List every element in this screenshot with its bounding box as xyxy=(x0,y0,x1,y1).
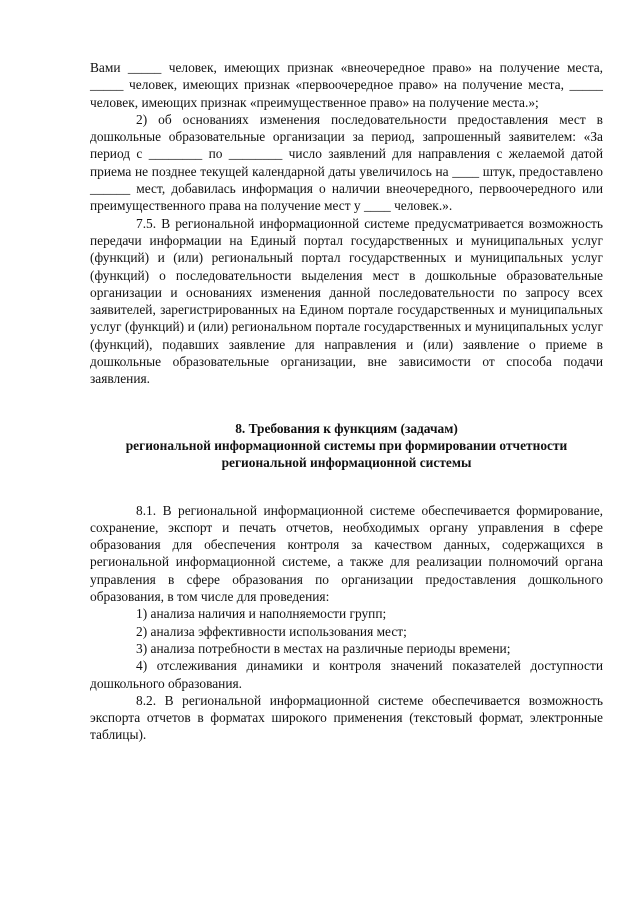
list-item: 2) анализа эффективности использования мест; xyxy=(136,623,407,639)
document-page xyxy=(90,59,603,744)
section-8-heading xyxy=(90,420,603,472)
paragraph-8-2: 8.2. В региональной информационной системе обеспечивается возможность экспорта отчетов в форматах широкого применения (текстовый формат, электронные таблицы). xyxy=(90,692,603,743)
paragraph-8-1: 8.1. В региональной информационной системе обеспечивается формирование, сохранение, экспорт и печать отчетов, необходимых органу управления в сфере образования для обеспечения контроля за качеством данных, содержащихся в региональной информационной системе, а также для реализации полномочий органа управления в сфере образования по организации предоставления дошкольного образования, в том числе для проведения: xyxy=(90,502,603,605)
list-item: 4) отслеживания динамики и контроля значений показателей доступности дошкольного образования. xyxy=(90,658,603,691)
paragraph-7-5: 7.5. В региональной информационной системе предусматривается возможность передачи информации на Единый портал государственных и муниципальных услуг (функций) и (или) региональный портал государственных и муниципальных услуг (функций) о последовательности выделения мест в дошкольные образовательные организации и основаниях изменения данной последовательности по запросу всех заявителей, зарегистрированных на Едином портале государственных и муниципальных услуг (функций) и (или) региональном портале государственных и муниципальных услуг (функций), подавших заявление для направления и (или) заявление о приеме в дошкольные образовательные организации, вне зависимости от способа подачи заявления. xyxy=(90,215,603,387)
list-item: 3) анализа потребности в местах на различные периоды времени; xyxy=(136,640,511,656)
section-8-heading-line-1: 8. Требования к функциям (задачам) xyxy=(235,420,458,436)
paragraph-vacancy-summary: Вами _____ человек, имеющих признак «внеочередное право» на получение места, _____ человек, имеющих признак «первоочередное право» на получение места, _____ человек, имеющих признак «преимущественное право» на получение места.»; xyxy=(90,60,603,110)
list-item: 1) анализа наличия и наполняемости групп; xyxy=(136,606,387,622)
section-8-heading-line-3: региональной информационной системы xyxy=(221,455,472,471)
paragraph-order-change-grounds: 2) об основаниях изменения последовательности предоставления мест в дошкольные образовательные организации за период, запрошенный заявителем: «За период с ________ по ________ число заявлений для направления с желаемой датой приема не позднее текущей календарной даты увеличилось на ____ штук, предоставлено ______ мест, добавилась информация о наличии внеочередного, первоочередного или преимущественного права на получение мест у ____ человек.». xyxy=(90,111,603,214)
section-8-heading-line-2: региональной информационной системы при формировании отчетности xyxy=(125,437,568,453)
